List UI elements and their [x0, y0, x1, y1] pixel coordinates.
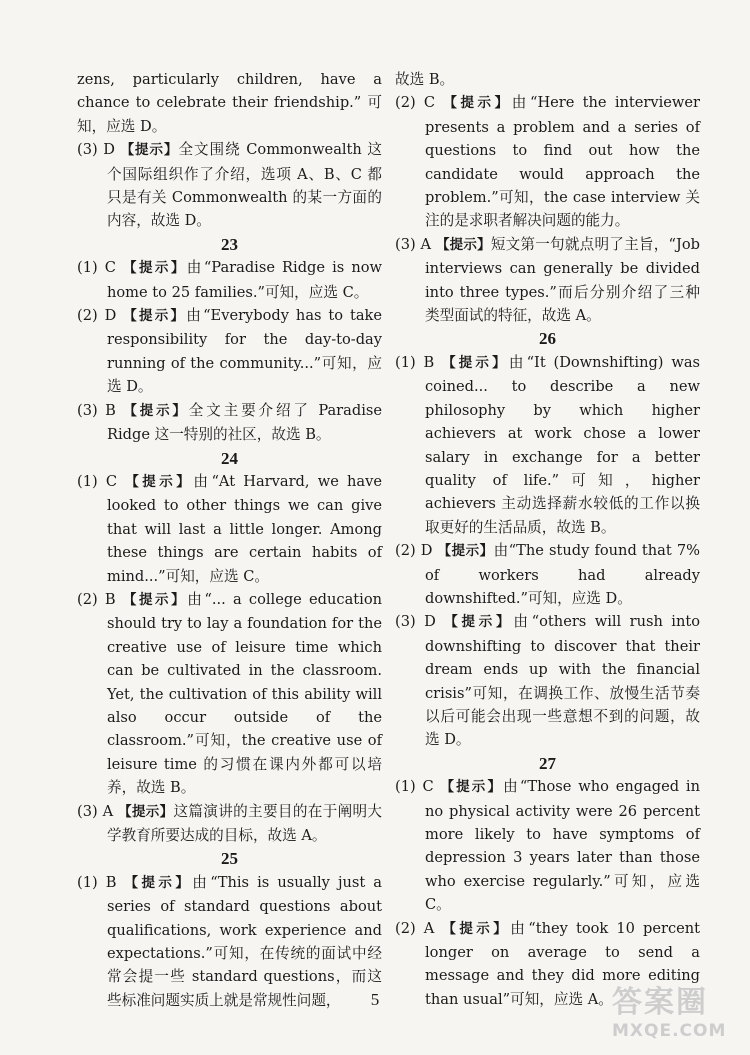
answer-item — [395, 775, 700, 916]
answer-text: 由“It (Downshifting) was coined... to describe a new philosophy by which higher achievers at work chose a lower salary in exchange for a better quality of life.”可知，higher achievers 主动选择薪水较低的工作以换取更好的生活品质，故选 B。 — [425, 353, 701, 536]
section-number: 26 — [539, 329, 556, 349]
answer-number: (3) A — [395, 235, 432, 253]
watermark-logo-text: 答案圈 — [612, 985, 708, 1020]
answer-item — [77, 399, 382, 447]
answer-number: (1) B — [77, 873, 117, 891]
section-number: 25 — [221, 849, 238, 869]
hint-label: 【提示】 — [444, 614, 514, 631]
answer-text: 由“Paradise Ridge is now home to 25 families.”可知，应选 C。 — [107, 259, 383, 301]
answer-number: (2) D — [77, 307, 117, 325]
hint-label: 【提示】 — [435, 236, 491, 253]
answer-number: (1) C — [77, 259, 116, 277]
right-column — [395, 68, 700, 1011]
watermark-logo — [612, 985, 742, 1047]
answer-text: 全文围绕 Commonwealth 这个国际组织作了介绍，选项 A、B、C 都只是有关 Commonwealth 的某一方面的内容，故选 D。 — [107, 141, 383, 230]
hint-label: 【提示】 — [122, 591, 188, 608]
answer-text: 由“... a college education should try to lay a foundation for the creative use of leisure time which can be cultivated in the classroom. Yet, the cultivation of this ability will also occur outside of the classroom.”可知，the creative use of leisure time 的习惯在课内外都可以培养，故选 B。 — [107, 590, 383, 797]
answer-number: (3) D — [77, 141, 115, 159]
answer-text: 短文第一句就点明了主旨，“Job interviews can generally be divided into three types.”而后分别介绍了三种类型面试的特征，故选 A。 — [425, 235, 700, 325]
hint-label: 【提示】 — [123, 402, 189, 419]
section-number: 24 — [221, 448, 238, 468]
answer-text: 由“they took 10 percent longer on average to send a message and they did more editing than usual”可知，应选 A。 — [425, 919, 701, 1008]
answer-number: (3) B — [77, 401, 116, 419]
answer-item — [77, 256, 382, 304]
answer-text: 由“Here the interviewer presents a problem and a series of questions to find out how the candidate would approach the problem.”可知，the case interview 关注的是求职者解决问题的能力。 — [425, 94, 701, 230]
answer-number: (2) A — [395, 919, 435, 937]
left-column — [77, 68, 382, 1012]
answer-number: (1) C — [77, 472, 118, 490]
hint-label: 【提示】 — [124, 874, 193, 891]
answer-text: 全文主要介绍了 Paradise Ridge 这一特别的社区，故选 B。 — [107, 401, 382, 444]
continuation-text: zens, particularly children, have a chance to celebrate their friendship.” 可知，应选 D。 — [77, 71, 382, 135]
answer-item — [395, 351, 700, 539]
answer-number: (3) D — [395, 613, 436, 631]
hint-label: 【提示】 — [443, 95, 512, 112]
answer-number: (1) C — [395, 778, 434, 796]
answer-text: 这篇演讲的主要目的在于阐明大学教育所要达成的目标，故选 A。 — [107, 802, 383, 844]
answer-item — [77, 800, 382, 848]
hint-label: 【提示】 — [442, 354, 509, 371]
answer-number: (2) B — [77, 590, 116, 608]
page-number: 5 — [370, 990, 380, 1009]
hint-label: 【提示】 — [123, 308, 187, 325]
answer-text: 由“Those who engaged in no physical activity were 26 percent more likely to have symptoms of depression 3 years later than those who exercise regularly.”可知，应选 C。 — [425, 778, 700, 914]
section-number: 23 — [221, 234, 238, 254]
answer-text: 由“This is usually just a series of standard questions about qualifications, work experience and expectations.”可知，在传统的面试中经常会提一些 standard questions，而这些标准问题实质上就是常规性问题， — [107, 873, 383, 1009]
hint-label: 【提示】 — [120, 142, 179, 159]
answer-text: 由“others will rush into downshifting to discover that their dream ends up with the financial crisis”可知，在调换工作、放慢生活节奏以后可能会出现一些意想不到的问题，故选 D。 — [425, 613, 701, 749]
answer-item — [395, 610, 700, 751]
hint-label: 【提示】 — [437, 543, 494, 560]
answer-item — [395, 233, 700, 328]
continuation-text: 故选 B。 — [395, 71, 455, 88]
answer-item — [77, 138, 382, 233]
answer-item — [77, 588, 382, 800]
answer-text: 由“At Harvard, we have looked to other things we can give that will last a little longer. Among these things are certain habits of mind...”可知，应选 C。 — [107, 472, 382, 585]
hint-label: 【提示】 — [125, 473, 194, 490]
watermark-url: MXQE.COM — [612, 1021, 727, 1041]
answer-item — [395, 539, 700, 610]
section-number: 27 — [539, 753, 556, 773]
hint-label: 【提示】 — [118, 803, 174, 820]
answer-text: 由“Everybody has to take responsibility for the day-to-day running of the community...”可知，应选 D。 — [107, 307, 383, 396]
answer-number: (1) B — [395, 353, 435, 371]
answer-item — [77, 304, 382, 399]
answer-item — [395, 91, 700, 232]
answer-number: (2) D — [395, 542, 433, 560]
hint-label: 【提示】 — [442, 920, 511, 937]
answer-number: (2) C — [395, 94, 436, 112]
hint-label: 【提示】 — [440, 779, 504, 796]
answer-text: 由“The study found that 7% of workers had already downshifted.”可知，应选 D。 — [425, 542, 701, 607]
hint-label: 【提示】 — [123, 260, 187, 277]
answer-item — [77, 470, 382, 588]
answer-number: (3) A — [77, 802, 114, 820]
